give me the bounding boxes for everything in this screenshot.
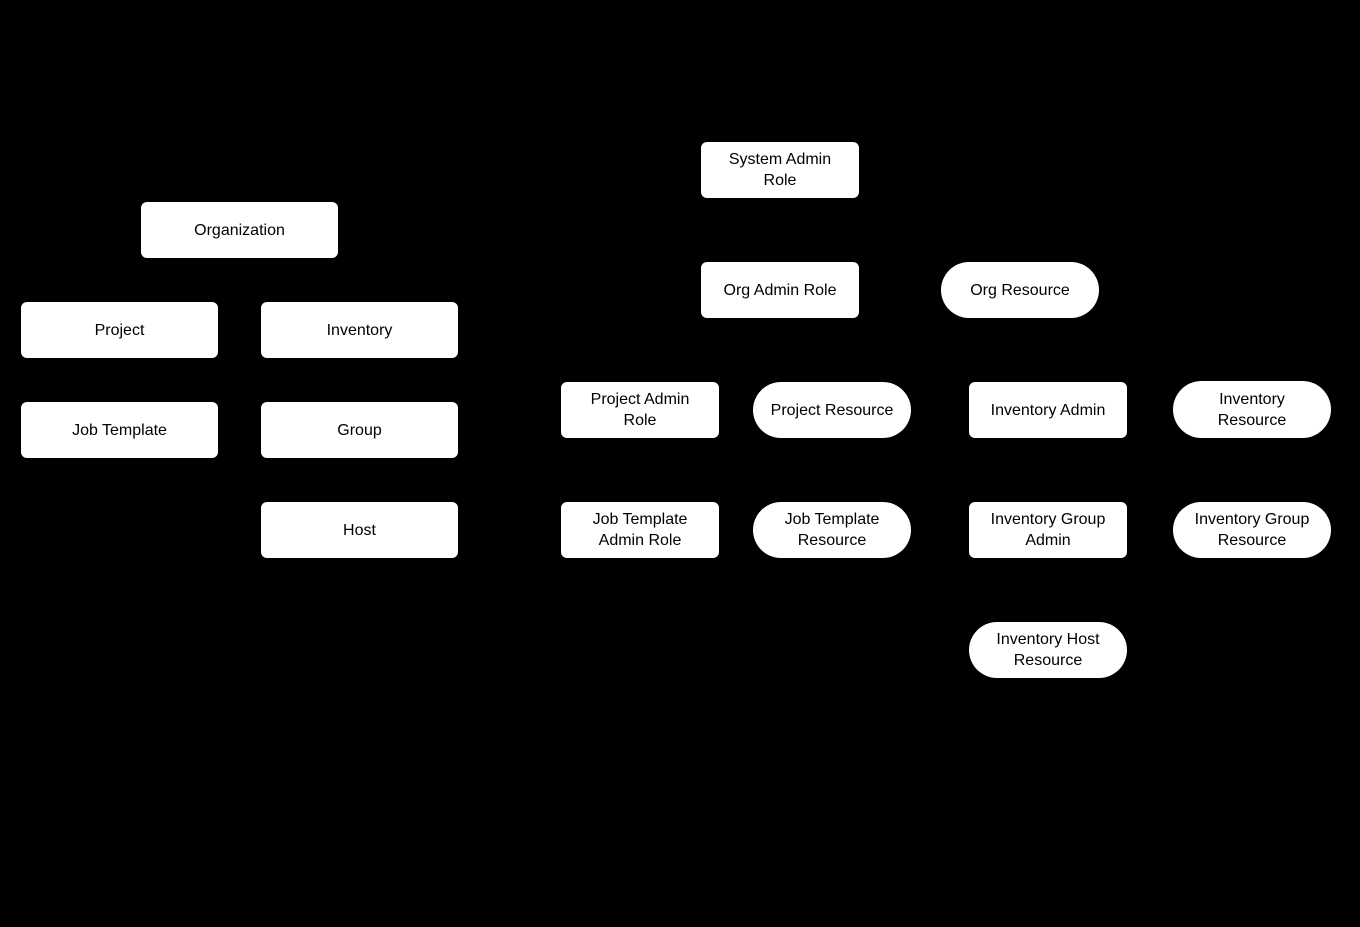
diagram-node-organization <box>141 202 338 258</box>
diagram-node-inventory <box>261 302 458 358</box>
diagram-node-label: Inventory <box>326 321 393 339</box>
diagram-node-label: Inventory Host Resource <box>996 631 1100 669</box>
diagram-node-label: Job Template Admin Role <box>592 511 688 549</box>
diagram-node-label: Host <box>343 521 376 539</box>
diagram-node-label: Job Template Resource <box>784 511 880 549</box>
diagram-node-org-admin-role <box>701 262 859 318</box>
diagram-node-inventory-group-resource <box>1173 502 1331 558</box>
diagram-node-group <box>261 402 458 458</box>
diagram-node-label: Project Admin Role <box>590 391 690 429</box>
diagram-node-host <box>261 502 458 558</box>
diagram-node-label: Inventory Group Admin <box>990 511 1106 549</box>
diagram-node-project-admin-role <box>561 382 719 438</box>
diagram-node-label: Org Resource <box>970 281 1070 299</box>
diagram-node-org-resource <box>941 262 1099 318</box>
diagram-node-job-template-resource <box>753 502 911 558</box>
diagram-node-label: Job Template <box>72 421 167 439</box>
diagram-node-label: Organization <box>194 221 285 239</box>
diagram-node-inventory-group-admin <box>969 502 1127 558</box>
diagram-node-inventory-host-resource <box>969 622 1127 678</box>
diagram-node-job-template <box>21 402 218 458</box>
diagram-node-project <box>21 302 218 358</box>
diagram-node-label: System Admin Role <box>728 151 832 189</box>
diagram-node-job-template-admin-role <box>561 502 719 558</box>
diagram-node-inventory-admin <box>969 382 1127 438</box>
diagram-node-project-resource <box>753 382 911 438</box>
diagram-node-label: Org Admin Role <box>723 281 837 299</box>
diagram-node-label: Group <box>337 421 382 439</box>
diagram-node-label: Inventory Group Resource <box>1194 511 1310 549</box>
diagram-node-label: Project Resource <box>770 401 894 419</box>
diagram-node-label: Inventory Resource <box>1217 390 1287 429</box>
diagram-node-inventory-resource <box>1173 381 1331 438</box>
diagram-node-label: Inventory Admin <box>990 401 1106 419</box>
diagram-node-label: Project <box>94 321 145 339</box>
diagram-node-system-admin-role <box>701 142 859 198</box>
